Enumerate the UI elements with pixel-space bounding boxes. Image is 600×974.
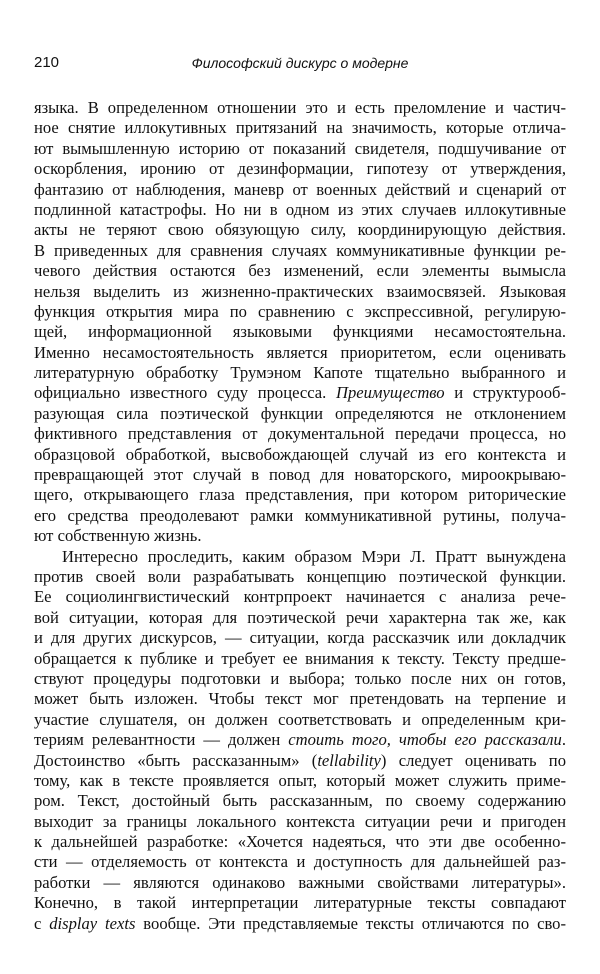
text-run: ют собственную жизнь. [34, 526, 202, 546]
italic-text: tellability [317, 750, 381, 770]
text-run: образцовой обработкой, высвобождающей случай из его контекста и [34, 444, 566, 464]
text-run: работки — являются одинаково важными свойствами литературы». [34, 872, 566, 892]
text-run: Именно несамостоятельность является приоритетом, если оценивать [34, 342, 566, 362]
text-line [34, 526, 566, 546]
text-line [34, 465, 566, 485]
text-run: акты не теряют свою обязующую силу, координирующую действия. [34, 220, 566, 240]
text-run: . [561, 730, 566, 750]
text-line [34, 730, 566, 750]
text-run: чевого действия остаются без изменений, если элементы вымысла [34, 261, 566, 281]
text-run: Ее социолингвистический контрпроект начинается с анализа рече- [34, 587, 566, 607]
text-line [34, 98, 566, 118]
text-line [34, 302, 566, 322]
text-run: вой ситуации, которая для поэтической речи характерна так же, как [34, 607, 566, 627]
text-run: литературную обработку Трумэном Капоте тщательно выбранного и [34, 363, 566, 383]
text-line [34, 200, 566, 220]
page-header [34, 54, 566, 78]
text-line [34, 873, 566, 893]
text-line [34, 751, 566, 771]
text-line [34, 404, 566, 424]
italic-text: display texts [49, 913, 136, 933]
text-run: официально известного суду процесса. [34, 383, 336, 403]
text-run: В приведенных для сравнения случаях коммуникативные функции ре- [34, 240, 566, 260]
text-run: может быть изложен. Чтобы текст мог претендовать на терпение и [34, 689, 566, 709]
text-line [34, 649, 566, 669]
text-line [34, 608, 566, 628]
text-line [34, 587, 566, 607]
page-number: 210 [34, 54, 60, 71]
text-line [34, 261, 566, 281]
text-line [34, 485, 566, 505]
text-line [34, 547, 566, 567]
running-title: Философский дискурс о модерне [191, 55, 409, 71]
text-run: и для других дискурсов, — ситуации, когда рассказчик или докладчик [34, 628, 566, 648]
text-line [34, 118, 566, 138]
text-line [34, 710, 566, 730]
text-run: к дальнейшей разработке: «Хочется надеяться, что эти две особенно- [34, 832, 566, 852]
text-line [34, 282, 566, 302]
text-line [34, 343, 566, 363]
text-run: против своей воли разрабатывать концепцию поэтической функции. [34, 566, 566, 586]
text-run: участие слушателя, он должен соответствовать и определенным кри- [34, 709, 566, 729]
text-run: фиктивного представления от документальной передачи процесса, но [34, 424, 566, 444]
text-line [34, 628, 566, 648]
italic-text: стоить того, чтобы его рассказали [288, 730, 562, 750]
text-line [34, 832, 566, 852]
text-run: ствуют процедуры подготовки и выбора; только после них он готов, [34, 668, 566, 688]
text-line [34, 506, 566, 526]
text-line [34, 220, 566, 240]
text-run: фантазию от наблюдения, маневр от военных действий и сценарий от [34, 179, 566, 199]
text-line [34, 159, 566, 179]
text-run: сти — отделяемость от контекста и доступность для дальнейшей раз- [34, 852, 566, 872]
italic-text: Преимущество [335, 383, 445, 403]
text-run: Конечно, в такой интерпретации литературные тексты совпадают [34, 893, 566, 913]
text-run: щей, информационной языковыми функциями несамостоятельна. [34, 322, 566, 342]
text-run: языка. В определенном отношении это и есть преломление и частич- [34, 98, 566, 117]
text-line [34, 180, 566, 200]
text-line [34, 139, 566, 159]
text-line [34, 689, 566, 709]
text-run: териям релевантности — должен [34, 730, 289, 750]
text-line [34, 914, 566, 934]
text-run: Достоинство «быть рассказанным» ( [34, 750, 318, 770]
text-line [34, 241, 566, 261]
text-run: обращается к публике и требует ее внимания к тексту. Тексту предше- [34, 648, 566, 668]
body-text [34, 98, 566, 934]
text-run: ное снятие иллокутивных притязаний на значимость, которые отлича- [34, 118, 566, 138]
text-run: щего, открывающего глаза представления, при котором риторические [34, 485, 566, 505]
text-run: тому, как в тексте проявляется опыт, который может служить приме- [34, 770, 566, 790]
text-line [34, 383, 566, 403]
text-line [34, 791, 566, 811]
text-run: и структурооб- [444, 383, 566, 403]
text-line [34, 812, 566, 832]
text-run: с [34, 913, 50, 933]
text-line [34, 852, 566, 872]
text-run: вообще. Эти представляемые тексты отличаются по сво- [135, 913, 566, 933]
text-run: ром. Текст, достойный быть рассказанным, по своему содержанию [34, 791, 566, 811]
text-line [34, 771, 566, 791]
text-line [34, 322, 566, 342]
text-line [34, 363, 566, 383]
text-line [34, 893, 566, 913]
text-run: разующая сила поэтической функции определяются не отклонением [34, 403, 566, 423]
text-run: ) следует оценивать по [380, 750, 566, 770]
text-run: выходит за границы локального контекста ситуации речи и пригоден [34, 811, 566, 831]
text-run: оскорбления, иронию от дезинформации, гипотезу от утверждения, [34, 159, 566, 179]
text-line [34, 669, 566, 689]
text-line [34, 424, 566, 444]
text-run: его средства преодолевают рамки коммуникативной рутины, получа- [34, 505, 566, 525]
text-line [34, 445, 566, 465]
text-run: функция открытия мира по сравнению с экспрессивной, регулирую- [34, 301, 566, 321]
text-run: Интересно проследить, каким образом Мэри Л. Пратт вынуждена [62, 546, 566, 566]
text-run: ют вымышленную историю от показаний свидетеля, подшучивание от [34, 138, 566, 158]
text-run: подлинной катастрофы. Но ни в одном из этих случаев иллокутивные [34, 199, 566, 219]
text-line [34, 567, 566, 587]
text-run: нельзя выделить из жизненно-практических взаимосвязей. Языковая [34, 281, 566, 301]
text-run: превращающей этот случай в повод для новаторского, мироокрываю- [34, 465, 566, 485]
